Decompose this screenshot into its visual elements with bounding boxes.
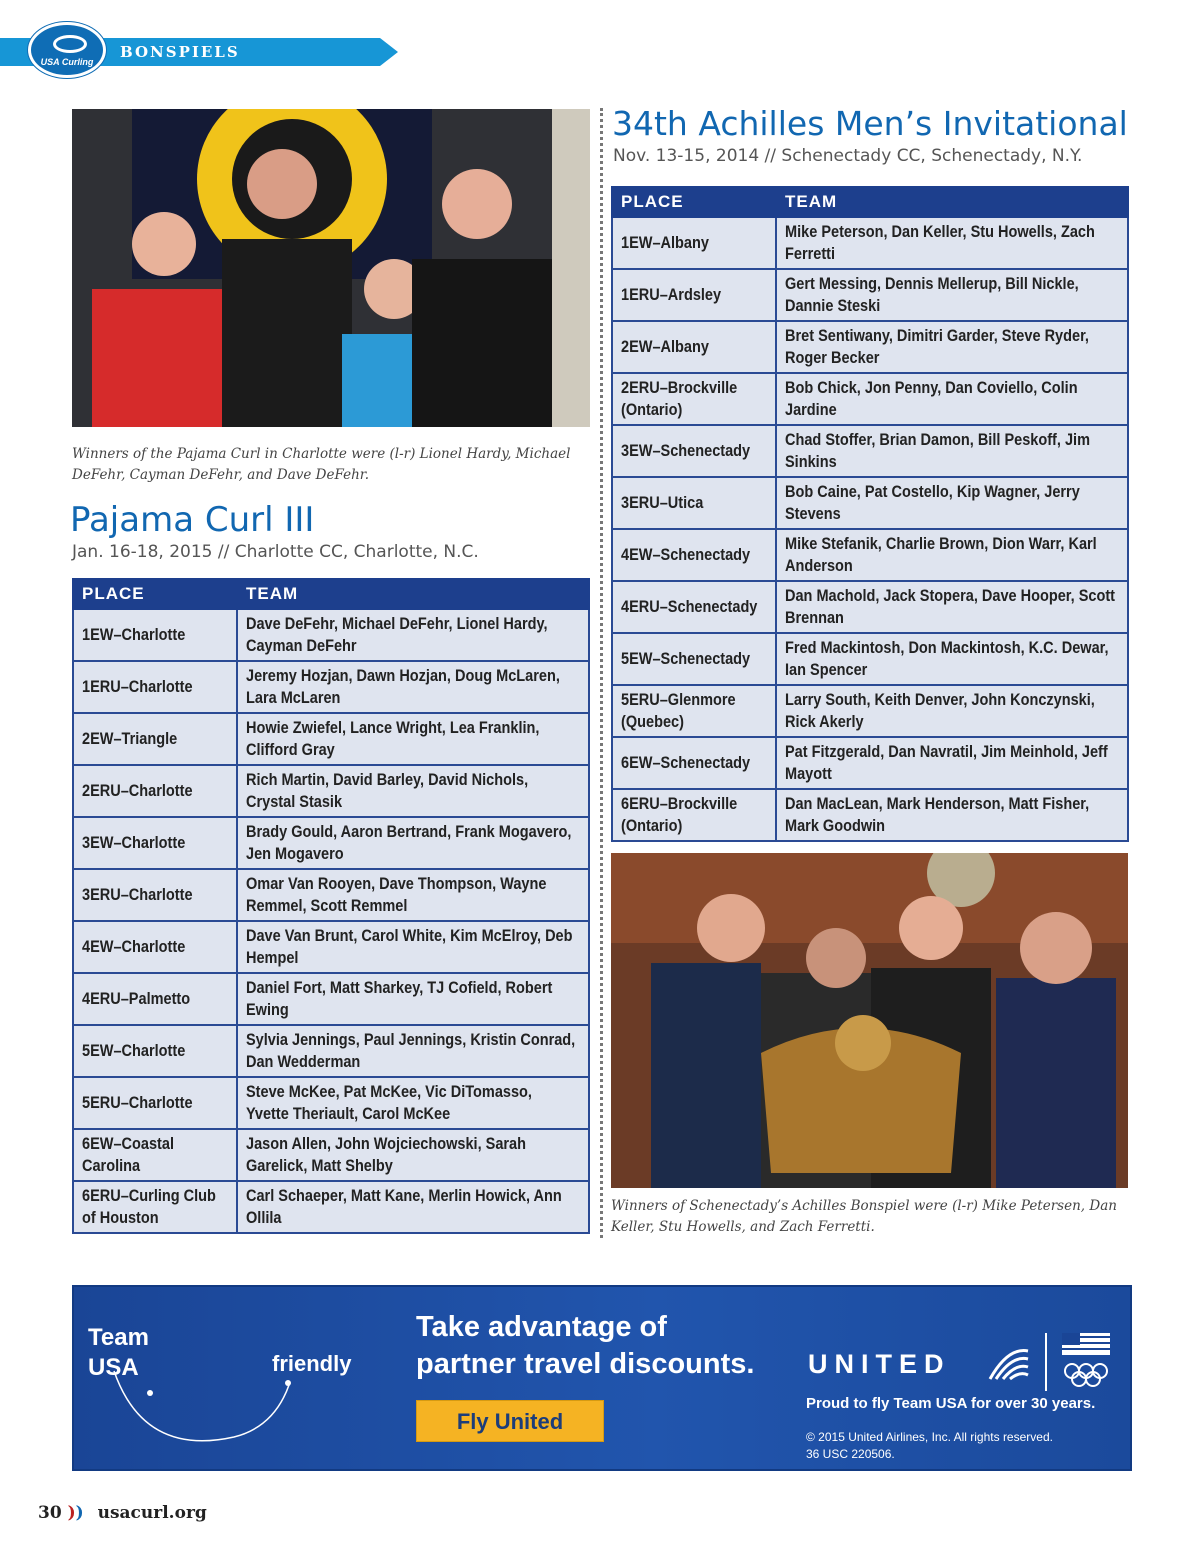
site-url[interactable]: usacurl.org (97, 1503, 207, 1523)
table-row (73, 713, 589, 765)
team-cell: Bob Chick, Jon Penny, Dan Coviello, Colin Jardine (776, 373, 1128, 425)
col-header-place: PLACE (612, 187, 776, 217)
place-cell: 6ERU–Curling Club of Houston (73, 1181, 237, 1233)
usa-curling-logo (28, 22, 106, 78)
achilles-subtitle: Nov. 13-15, 2014 // Schenectady CC, Schenectady, N.Y. (613, 146, 1083, 166)
team-cell: Brady Gould, Aaron Bertrand, Frank Mogavero, Jen Mogavero (237, 817, 589, 869)
united-wordmark: UNITED (808, 1349, 951, 1379)
place-cell: 3EW–Schenectady (612, 425, 776, 477)
place-cell: 3EW–Charlotte (73, 817, 237, 869)
team-cell: Mike Peterson, Dan Keller, Stu Howells, Zach Ferretti (776, 217, 1128, 269)
place-cell: 5ERU–Glenmore (Quebec) (612, 685, 776, 737)
table-row (73, 1025, 589, 1077)
place-cell: 4EW–Schenectady (612, 529, 776, 581)
pajama-winners-photo (72, 109, 590, 427)
place-cell: 2ERU–Charlotte (73, 765, 237, 817)
table-row (73, 921, 589, 973)
achilles-results-table (611, 186, 1129, 842)
team-cell: Mike Stefanik, Charlie Brown, Dion Warr, Karl Anderson (776, 529, 1128, 581)
team-cell: Bob Caine, Pat Costello, Kip Wagner, Jerry Stevens (776, 477, 1128, 529)
pajama-title: Pajama Curl III (70, 500, 315, 540)
united-advertisement[interactable] (72, 1285, 1132, 1471)
team-cell: Pat Fitzgerald, Dan Navratil, Jim Meinhold, Jeff Mayott (776, 737, 1128, 789)
fly-united-button[interactable]: Fly United (416, 1400, 604, 1442)
team-cell: Chad Stoffer, Brian Damon, Bill Peskoff, Jim Sinkins (776, 425, 1128, 477)
table-row (73, 869, 589, 921)
pajama-subtitle: Jan. 16-18, 2015 // Charlotte CC, Charlotte, N.C. (72, 542, 479, 562)
team-cell: Howie Zwiefel, Lance Wright, Lea Franklin, Clifford Gray (237, 713, 589, 765)
place-cell: 5EW–Schenectady (612, 633, 776, 685)
table-row (73, 817, 589, 869)
col-header-team: TEAM (776, 187, 1128, 217)
column-divider (600, 108, 603, 1238)
page-footer (38, 1503, 207, 1523)
ad-team-usa: Team USA (88, 1324, 149, 1381)
pajama-results-table (72, 578, 590, 1234)
place-cell: 1EW–Albany (612, 217, 776, 269)
team-cell: Omar Van Rooyen, Dave Thompson, Wayne Remmel, Scott Remmel (237, 869, 589, 921)
logo-ring-icon (53, 35, 87, 53)
pajama-photo-caption: Winners of the Pajama Curl in Charlotte were (l-r) Lionel Hardy, Michael DeFehr, Cayman DeFehr, and Dave DeFehr. (72, 446, 571, 483)
team-cell: Fred Mackintosh, Don Mackintosh, K.C. Dewar, Ian Spencer (776, 633, 1128, 685)
place-cell: 1EW–Charlotte (73, 609, 237, 661)
footer-bracket-icon: ) (75, 1503, 84, 1523)
table-row (73, 661, 589, 713)
team-cell: Steve McKee, Pat McKee, Vic DiTomasso, Yvette Theriault, Carol McKee (237, 1077, 589, 1129)
table-row (612, 373, 1128, 425)
place-cell: 4EW–Charlotte (73, 921, 237, 973)
ad-friendly: friendly (272, 1351, 352, 1376)
footer-bracket-icon: ) (67, 1503, 76, 1523)
table-row (73, 1077, 589, 1129)
place-cell: 5ERU–Charlotte (73, 1077, 237, 1129)
ad-headline: Take advantage of partner travel discounts. (416, 1311, 755, 1380)
achilles-winners-photo (611, 853, 1128, 1188)
table-row (612, 217, 1128, 269)
team-cell: Dave DeFehr, Michael DeFehr, Lionel Hardy, Cayman DeFehr (237, 609, 589, 661)
table-row (73, 1181, 589, 1233)
place-cell: 5EW–Charlotte (73, 1025, 237, 1077)
place-cell: 3ERU–Utica (612, 477, 776, 529)
section-label: BONSPIELS (120, 43, 240, 61)
table-row (612, 477, 1128, 529)
table-row (612, 529, 1128, 581)
place-cell: 6EW–Schenectady (612, 737, 776, 789)
achilles-photo-caption: Winners of Schenectady’s Achilles Bonspiel were (l-r) Mike Petersen, Dan Keller, Stu Howells, and Zach Ferretti. (611, 1198, 1117, 1235)
team-cell: Dan MacLean, Mark Henderson, Matt Fisher, Mark Goodwin (776, 789, 1128, 841)
ad-tagline: Proud to fly Team USA for over 30 years. (806, 1395, 1096, 1412)
place-cell: 4ERU–Schenectady (612, 581, 776, 633)
table-row (73, 609, 589, 661)
table-row (612, 269, 1128, 321)
table-row (612, 321, 1128, 373)
table-row (612, 685, 1128, 737)
place-cell: 4ERU–Palmetto (73, 973, 237, 1025)
team-cell: Carl Schaeper, Matt Kane, Merlin Howick, Ann Ollila (237, 1181, 589, 1233)
table-row (73, 973, 589, 1025)
table-header-row (73, 579, 589, 609)
achilles-title: 34th Achilles Men’s Invitational (612, 104, 1128, 143)
team-cell: Dave Van Brunt, Carol White, Kim McElroy, Deb Hempel (237, 921, 589, 973)
place-cell: 2ERU–Brockville (Ontario) (612, 373, 776, 425)
place-cell: 1ERU–Charlotte (73, 661, 237, 713)
table-row (612, 425, 1128, 477)
team-cell: Sylvia Jennings, Paul Jennings, Kristin Conrad, Dan Wedderman (237, 1025, 589, 1077)
table-row (73, 765, 589, 817)
ad-copyright: © 2015 United Airlines, Inc. All rights reserved. 36 USC 220506. (806, 1430, 1053, 1461)
team-cell: Jason Allen, John Wojciechowski, Sarah Garelick, Matt Shelby (237, 1129, 589, 1181)
place-cell: 6EW–Coastal Carolina (73, 1129, 237, 1181)
table-row (612, 737, 1128, 789)
place-cell: 2EW–Albany (612, 321, 776, 373)
table-header-row (612, 187, 1128, 217)
team-cell: Gert Messing, Dennis Mellerup, Bill Nickle, Dannie Steski (776, 269, 1128, 321)
united-globe-icon (986, 1345, 1030, 1381)
logo-text: USA Curling (40, 57, 94, 67)
table-row (73, 1129, 589, 1181)
place-cell: 6ERU–Brockville (Ontario) (612, 789, 776, 841)
table-row (612, 789, 1128, 841)
col-header-team: TEAM (237, 579, 589, 609)
team-cell: Bret Sentiwany, Dimitri Garder, Steve Ryder, Roger Becker (776, 321, 1128, 373)
table-row (612, 581, 1128, 633)
team-cell: Jeremy Hozjan, Dawn Hozjan, Doug McLaren, Lara McLaren (237, 661, 589, 713)
page-number: 30 (38, 1503, 62, 1523)
team-cell: Dan Machold, Jack Stopera, Dave Hooper, Scott Brennan (776, 581, 1128, 633)
col-header-place: PLACE (73, 579, 237, 609)
place-cell: 3ERU–Charlotte (73, 869, 237, 921)
table-row (612, 633, 1128, 685)
team-cell: Rich Martin, David Barley, David Nichols, Crystal Stasik (237, 765, 589, 817)
team-usa-rings-icon (1060, 1333, 1112, 1391)
team-cell: Larry South, Keith Denver, John Konczynski, Rick Akerly (776, 685, 1128, 737)
team-cell: Daniel Fort, Matt Sharkey, TJ Cofield, Robert Ewing (237, 973, 589, 1025)
ad-divider (1045, 1333, 1047, 1391)
place-cell: 1ERU–Ardsley (612, 269, 776, 321)
place-cell: 2EW–Triangle (73, 713, 237, 765)
